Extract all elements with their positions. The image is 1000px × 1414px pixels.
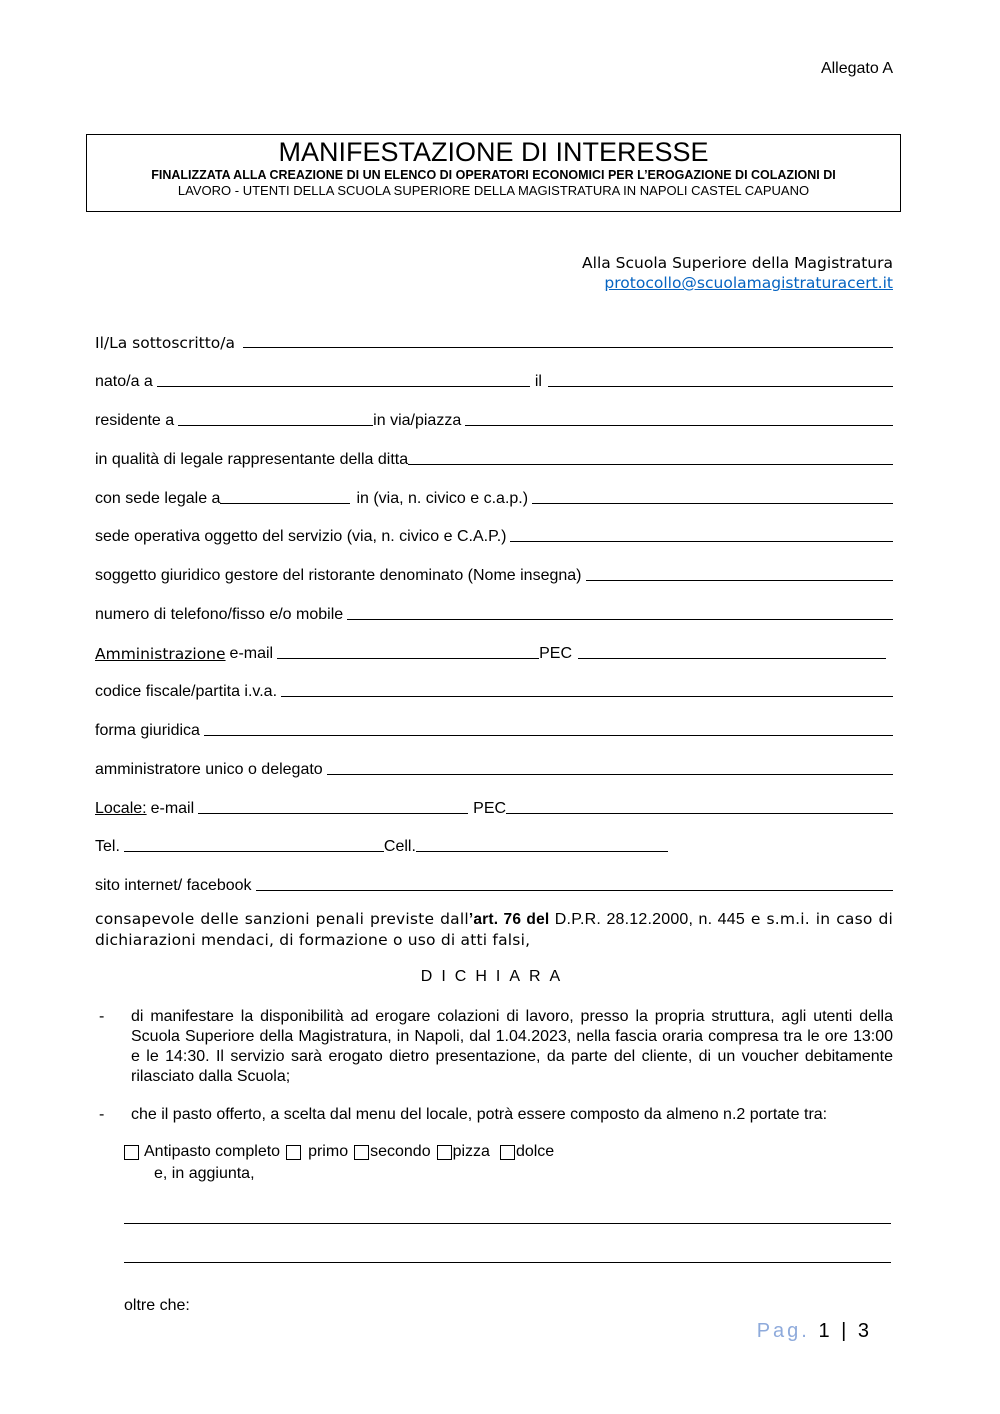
blank-nato[interactable] — [157, 386, 530, 387]
label-nato: nato/a a — [95, 373, 153, 390]
label-locale-pec: PEC — [473, 800, 507, 817]
label-sede-legale: con sede legale a — [95, 490, 221, 507]
label-sottoscritto: Il/La sottoscritto/a — [95, 334, 235, 352]
blank-via-piazza[interactable] — [465, 425, 893, 426]
in-aggiunta-text: e, in aggiunta, — [154, 1165, 255, 1182]
page-label: Pag. — [756, 1320, 810, 1342]
bullet-item-1 — [95, 1007, 893, 1087]
consapevole-paragraph — [95, 909, 893, 950]
page-number: 1 | 3 — [818, 1320, 872, 1342]
checkbox-secondo[interactable] — [354, 1145, 369, 1160]
option-dolce[interactable] — [500, 1143, 554, 1161]
field-amministratore — [95, 755, 893, 779]
document-subtitle-2: LAVORO - UTENTI DELLA SCUOLA SUPERIORE DELLA MAGISTRATURA IN NAPOLI CASTEL CAPUANO — [177, 183, 810, 198]
blank-sede-legale[interactable] — [220, 503, 350, 504]
blank-forma-giuridica[interactable] — [204, 735, 893, 736]
label-soggetto-giuridico: soggetto giuridico gestore del ristorante denominato (Nome insegna) — [95, 567, 582, 584]
allegato-label: Allegato A — [820, 60, 893, 77]
blank-via-civico-cap[interactable] — [532, 503, 893, 504]
label-amministratore: amministratore unico o delegato — [95, 761, 323, 778]
field-sede-legale — [95, 484, 893, 508]
field-soggetto-giuridico — [95, 561, 893, 585]
blank-aggiunta-line-2[interactable] — [124, 1262, 891, 1263]
blank-sede-operativa[interactable] — [510, 541, 893, 542]
label-residente: residente a — [95, 412, 175, 429]
label-amministrazione: Amministrazione — [95, 645, 226, 663]
title-box — [86, 134, 901, 212]
label-forma-giuridica: forma giuridica — [95, 722, 200, 739]
field-legale-rappresentante — [95, 445, 893, 469]
consapevole-bold: ’art. 76 del — [468, 911, 550, 928]
dichiara-heading: DICHIARA — [420, 968, 570, 985]
checkbox-pizza[interactable] — [437, 1145, 452, 1160]
bullet-dash: - — [99, 1008, 105, 1025]
blank-sottoscritto[interactable] — [243, 347, 893, 348]
document-subtitle-1: FINALIZZATA ALLA CREAZIONE DI UN ELENCO DI OPERATORI ECONOMICI PER L’EROGAZIONE DI COLAZIONI DI — [151, 168, 836, 182]
field-sito — [95, 871, 893, 895]
field-residente — [95, 406, 893, 430]
option-dolce-label: dolce — [515, 1143, 555, 1160]
bullet-dash: - — [99, 1106, 105, 1123]
label-locale-email: e-mail — [150, 800, 195, 817]
label-cf-piva: codice fiscale/partita i.v.a. — [95, 683, 278, 700]
option-secondo[interactable] — [354, 1143, 431, 1161]
consapevole-text-2: D.P.R. 28.12.2000, n. 445 — [549, 911, 745, 928]
field-telefono — [95, 600, 893, 624]
label-il: il — [534, 373, 542, 390]
blank-sito[interactable] — [256, 890, 893, 891]
label-via-civico-cap: in (via, n. civico e c.a.p.) — [356, 490, 529, 507]
option-primo[interactable] — [286, 1143, 348, 1161]
bullet-text-1: di manifestare la disponibilità ad erogare colazioni di lavoro, presso la propria struttura, agli utenti della Scuola Superiore della Magistratura, in Napoli, dal 1.04.2023, nella fascia oraria compresa tra le ore 13:00 e le 14:30. Il servizio sarà erogato dietro presentazione, da parte del cliente, di un voucher debitamente rilasciato dalla Scuola; — [131, 1008, 893, 1085]
label-locale: Locale: — [95, 800, 147, 817]
consapevole-text-1: consapevole delle sanzioni penali previste dall — [95, 910, 469, 928]
label-amministrazione-pec: PEC — [539, 645, 573, 662]
checkbox-primo[interactable] — [286, 1145, 301, 1160]
label-cell: Cell. — [383, 838, 416, 855]
consapevole-text-3: e s.m.i. in caso di dichiarazioni mendaci, di formazione o uso di atti falsi, — [95, 910, 893, 949]
blank-amministrazione-email[interactable] — [277, 658, 539, 659]
blank-cell[interactable] — [416, 851, 668, 852]
blank-locale-email[interactable] — [198, 813, 468, 814]
bullet-item-2 — [95, 1105, 893, 1125]
addressee-email-link[interactable]: protocollo@scuolamagistraturacert.it — [604, 274, 893, 292]
blank-il[interactable] — [548, 386, 893, 387]
option-antipasto-label: Antipasto completo — [144, 1143, 281, 1160]
label-telefono: numero di telefono/fisso e/o mobile — [95, 606, 344, 623]
blank-aggiunta-line-1[interactable] — [124, 1223, 891, 1224]
course-options — [124, 1143, 560, 1161]
label-via-piazza: in via/piazza — [373, 412, 462, 429]
field-sottoscritto — [95, 328, 893, 352]
field-locale — [95, 794, 893, 818]
blank-amministratore[interactable] — [327, 774, 893, 775]
checkbox-antipasto[interactable] — [124, 1145, 139, 1160]
checkbox-dolce[interactable] — [500, 1145, 515, 1160]
field-tel-cell — [95, 832, 893, 856]
field-sede-operativa — [95, 522, 893, 546]
addressee-block — [582, 253, 893, 293]
label-legale-rappresentante: in qualità di legale rappresentante della ditta — [95, 451, 409, 468]
blank-amministrazione-pec[interactable] — [578, 658, 886, 659]
bullet-text-2: che il pasto offerto, a scelta dal menu del locale, potrà essere composto da almeno n.2 portate tra: — [131, 1106, 828, 1123]
blank-tel[interactable] — [124, 851, 384, 852]
blank-nome-insegna[interactable] — [586, 580, 894, 581]
field-amministrazione — [95, 639, 893, 663]
option-antipasto[interactable] — [124, 1143, 280, 1161]
field-forma-giuridica — [95, 716, 893, 740]
option-primo-label: primo — [308, 1143, 349, 1160]
option-secondo-label: secondo — [370, 1143, 431, 1160]
label-amministrazione-email: e-mail — [229, 645, 274, 662]
field-cf-piva — [95, 677, 893, 701]
page-footer — [757, 1320, 872, 1343]
addressee-name: Alla Scuola Superiore della Magistratura — [582, 254, 893, 272]
option-pizza[interactable] — [437, 1143, 490, 1161]
blank-cf-piva[interactable] — [281, 696, 893, 697]
blank-locale-pec[interactable] — [506, 813, 893, 814]
blank-ditta[interactable] — [408, 464, 893, 465]
label-tel: Tel. — [95, 838, 120, 855]
blank-residente[interactable] — [178, 425, 373, 426]
oltre-che-text: oltre che: — [124, 1297, 190, 1314]
label-sito: sito internet/ facebook — [95, 877, 252, 894]
blank-telefono[interactable] — [347, 619, 893, 620]
document-title: MANIFESTAZIONE DI INTERESSE — [278, 137, 709, 167]
field-nato — [95, 367, 893, 391]
option-pizza-label: pizza — [452, 1143, 490, 1160]
label-sede-operativa: sede operativa oggetto del servizio (via, n. civico e C.A.P.) — [95, 528, 507, 545]
